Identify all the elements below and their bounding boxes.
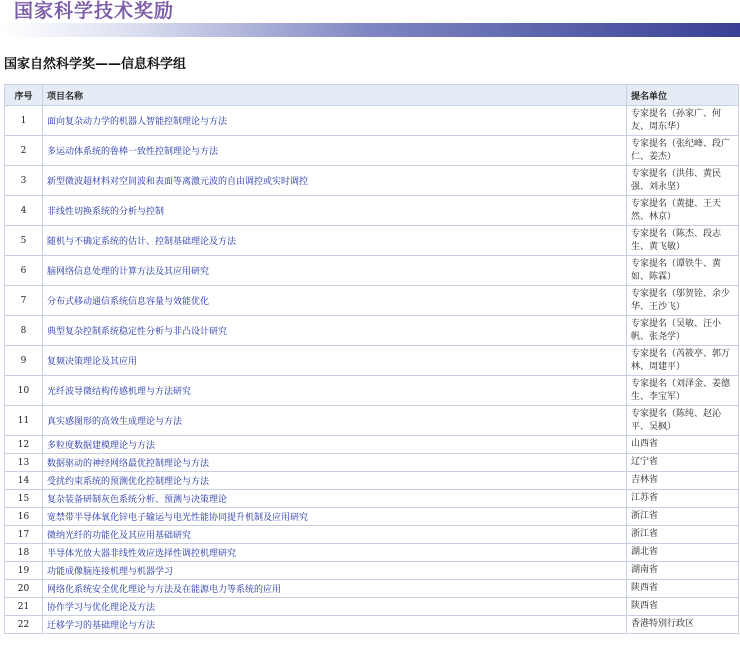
- project-name-link[interactable]: 迁移学习的基础理论与方法: [43, 616, 627, 634]
- nominating-unit: 专家提名（吴敏、汪小帆、张尧学）: [627, 316, 739, 346]
- project-name-link[interactable]: 分布式移动通信系统信息容量与效能优化: [43, 286, 627, 316]
- table-header-row: [5, 85, 739, 106]
- table-row: [5, 196, 739, 226]
- table-row: [5, 376, 739, 406]
- nominating-unit: 江苏省: [627, 490, 739, 508]
- project-name-link[interactable]: 面向复杂动力学的机器人智能控制理论与方法: [43, 106, 627, 136]
- banner-gradient-bar: [0, 23, 740, 37]
- award-table: [4, 84, 739, 634]
- row-number: 14: [5, 472, 43, 490]
- table-row: [5, 454, 739, 472]
- project-name-link[interactable]: 网络化系统安全优化理论与方法及在能源电力等系统的应用: [43, 580, 627, 598]
- project-name-link[interactable]: 非线性切换系统的分析与控制: [43, 196, 627, 226]
- project-name-link[interactable]: 数据驱动的神经网络最优控制理论与方法: [43, 454, 627, 472]
- row-number: 12: [5, 436, 43, 454]
- project-name-link[interactable]: 受扰约束系统的预测优化控制理论与方法: [43, 472, 627, 490]
- project-name-link[interactable]: 新型微波超材料对空间波和表面等离激元波的自由调控或实时调控: [43, 166, 627, 196]
- project-name-link[interactable]: 随机与不确定系统的估计、控制基础理论及方法: [43, 226, 627, 256]
- project-name-link[interactable]: 多粒度数据建模理论与方法: [43, 436, 627, 454]
- nominating-unit: 专家提名（邬贺铨、余少华、王沙飞）: [627, 286, 739, 316]
- table-row: [5, 256, 739, 286]
- row-number: 9: [5, 346, 43, 376]
- table-row: [5, 406, 739, 436]
- row-number: 8: [5, 316, 43, 346]
- nominating-unit: 专家提名（孙家广、何友、周东华）: [627, 106, 739, 136]
- header-unit: 提名单位: [627, 85, 739, 106]
- project-name-link[interactable]: 协作学习与优化理论及方法: [43, 598, 627, 616]
- project-name-link[interactable]: 复频决策理论及其应用: [43, 346, 627, 376]
- nominating-unit: 香港特别行政区: [627, 616, 739, 634]
- table-row: [5, 136, 739, 166]
- row-number: 1: [5, 106, 43, 136]
- row-number: 11: [5, 406, 43, 436]
- nominating-unit: 湖南省: [627, 562, 739, 580]
- row-number: 18: [5, 544, 43, 562]
- project-name-link[interactable]: 半导体光放大器非线性效应选择性调控机理研究: [43, 544, 627, 562]
- table-row: [5, 286, 739, 316]
- project-name-link[interactable]: 光纤波导微结构传感机理与方法研究: [43, 376, 627, 406]
- row-number: 19: [5, 562, 43, 580]
- table-row: [5, 616, 739, 634]
- header-name: 项目名称: [43, 85, 627, 106]
- table-body: [5, 106, 739, 634]
- table-row: [5, 226, 739, 256]
- page-title: 国家自然科学奖——信息科学组: [4, 57, 187, 72]
- nominating-unit: 浙江省: [627, 508, 739, 526]
- table-row: [5, 562, 739, 580]
- table-row: [5, 346, 739, 376]
- nominating-unit: 山西省: [627, 436, 739, 454]
- nominating-unit: 陕西省: [627, 598, 739, 616]
- table-row: [5, 526, 739, 544]
- nominating-unit: 专家提名（陈纯、赵沁平、吴枫）: [627, 406, 739, 436]
- row-number: 17: [5, 526, 43, 544]
- project-name-link[interactable]: 多运动体系统的鲁棒一致性控制理论与方法: [43, 136, 627, 166]
- nominating-unit: 专家提名（陈杰、段志生、黄飞敏）: [627, 226, 739, 256]
- nominating-unit: 专家提名（黄捷、王天然、林京）: [627, 196, 739, 226]
- row-number: 5: [5, 226, 43, 256]
- project-name-link[interactable]: 真实感图形的高效生成理论与方法: [43, 406, 627, 436]
- table-row: [5, 580, 739, 598]
- row-number: 13: [5, 454, 43, 472]
- nominating-unit: 辽宁省: [627, 454, 739, 472]
- row-number: 15: [5, 490, 43, 508]
- nominating-unit: 浙江省: [627, 526, 739, 544]
- banner-title: 国家科学技术奖励: [14, 0, 175, 22]
- table-row: [5, 598, 739, 616]
- table-row: [5, 472, 739, 490]
- row-number: 4: [5, 196, 43, 226]
- row-number: 20: [5, 580, 43, 598]
- table-row: [5, 490, 739, 508]
- row-number: 2: [5, 136, 43, 166]
- nominating-unit: 专家提名（芮筱亭、郭万林、周建平）: [627, 346, 739, 376]
- row-number: 21: [5, 598, 43, 616]
- project-name-link[interactable]: 宽禁带半导体氧化锌电子输运与电光性能协同提升机制及应用研究: [43, 508, 627, 526]
- row-number: 22: [5, 616, 43, 634]
- nominating-unit: 陕西省: [627, 580, 739, 598]
- project-name-link[interactable]: 脑网络信息处理的计算方法及其应用研究: [43, 256, 627, 286]
- table-row: [5, 436, 739, 454]
- project-name-link[interactable]: 典型复杂控制系统稳定性分析与非凸设计研究: [43, 316, 627, 346]
- project-name-link[interactable]: 复杂装备研制灰色系统分析、预测与决策理论: [43, 490, 627, 508]
- nominating-unit: 专家提名（张纪峰、段广仁、姜杰）: [627, 136, 739, 166]
- nominating-unit: 吉林省: [627, 472, 739, 490]
- project-name-link[interactable]: 微纳光纤的功能化及其应用基础研究: [43, 526, 627, 544]
- row-number: 7: [5, 286, 43, 316]
- nominating-unit: 专家提名（谭铁牛、黄如、陈霖）: [627, 256, 739, 286]
- table-row: [5, 166, 739, 196]
- row-number: 6: [5, 256, 43, 286]
- table-row: [5, 106, 739, 136]
- row-number: 16: [5, 508, 43, 526]
- nominating-unit: 专家提名（刘泽金、姜德生、李宝军）: [627, 376, 739, 406]
- nominating-unit: 专家提名（洪伟、黄民强、刘永坚）: [627, 166, 739, 196]
- project-name-link[interactable]: 功能成像脑连接机理与机器学习: [43, 562, 627, 580]
- header-no: 序号: [5, 85, 43, 106]
- table-row: [5, 508, 739, 526]
- row-number: 3: [5, 166, 43, 196]
- nominating-unit: 湖北省: [627, 544, 739, 562]
- row-number: 10: [5, 376, 43, 406]
- table-row: [5, 544, 739, 562]
- table-row: [5, 316, 739, 346]
